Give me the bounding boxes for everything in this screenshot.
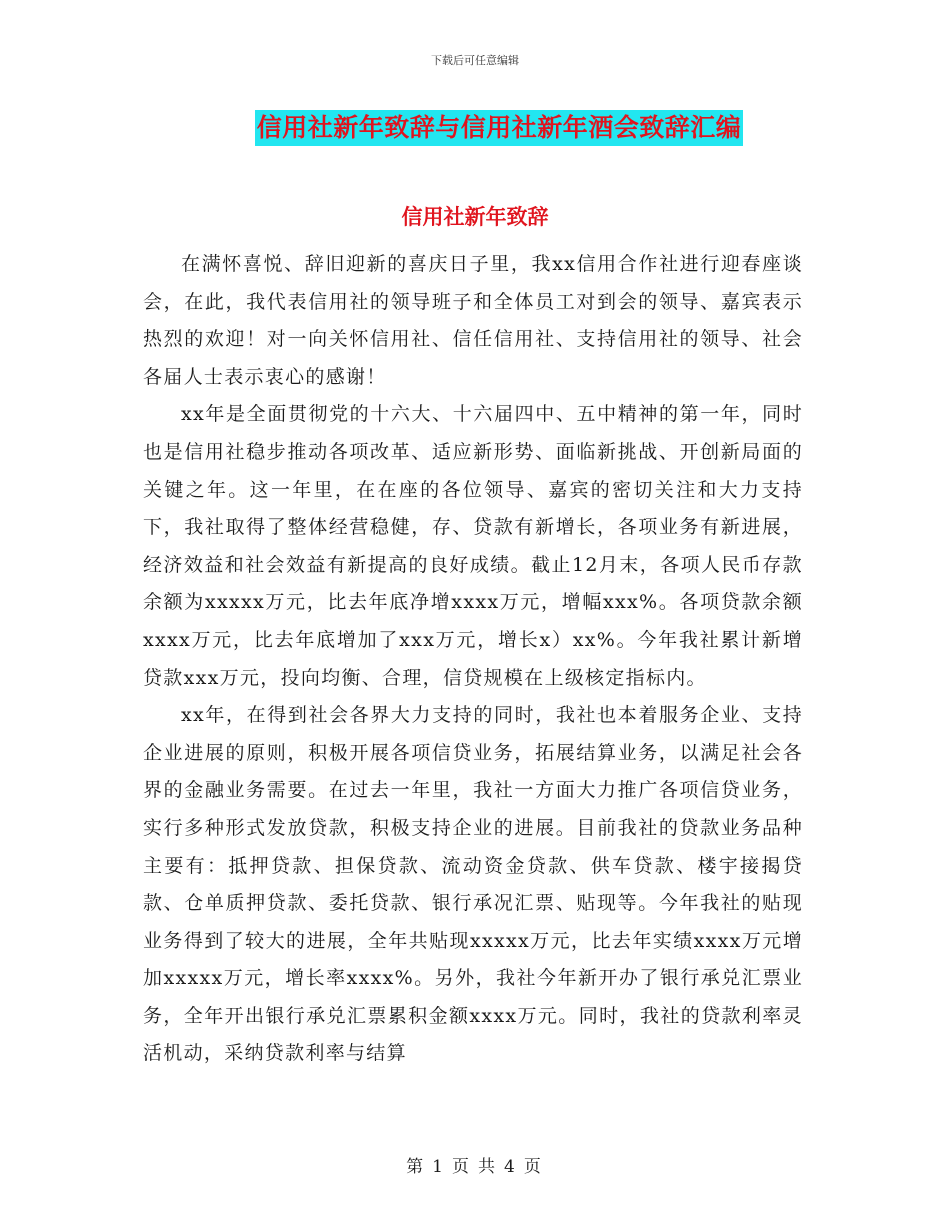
- footer-page-prefix: 第: [406, 1157, 427, 1177]
- document-body: [143, 246, 803, 1073]
- paragraph-3: xx年，在得到社会各界大力支持的同时，我社也本着服务企业、支持企业进展的原则，积极开展各项信贷业务，拓展结算业务，以满足社会各界的金融业务需要。在过去一年里，我社一方面大力推广各项信贷业务，实行多种形式发放贷款，积极支持企业的进展。目前我社的贷款业务品种主要有：抵押贷款、担保贷款、流动资金贷款、供车贷款、楼宇接揭贷款、仓单质押贷款、委托贷款、银行承况汇票、贴现等。今年我社的贴现业务得到了较大的进展，全年共贴现xxxxx万元，比去年实绩xxxx万元增加xxxxx万元，增长率xxxx%。另外，我社今年新开办了银行承兑汇票业务，全年开出银行承兑汇票累积金额xxxx万元。同时，我社的贷款利率灵活机动，采纳贷款利率与结算: [143, 704, 803, 1065]
- footer-page-mid: 页: [452, 1157, 472, 1177]
- total-pages-number: 4: [504, 1157, 518, 1177]
- paragraph-1: 在满怀喜悦、辞旧迎新的喜庆日子里，我xx信用合作社进行迎春座谈会，在此，我代表信用社的领导班子和全体员工对到会的领导、嘉宾表示热烈的欢迎！对一向关怀信用社、信任信用社、支持信用社的领导、社会各届人士表示衷心的感谢！: [143, 253, 803, 388]
- current-page-number: 1: [432, 1157, 446, 1177]
- title-container: [0, 110, 950, 146]
- page-footer: [0, 1152, 950, 1177]
- paragraph-2: xx年是全面贯彻党的十六大、十六届四中、五中精神的第一年，同时也是信用社稳步推动各项改革、适应新形势、面临新挑战、开创新局面的关键之年。这一年里，在在座的各位领导、嘉宾的密切关注和大力支持下，我社取得了整体经营稳健，存、贷款有新增长，各项业务有新进展，经济效益和社会效益有新提高的良好成绩。截止12月末，各项人民币存款余额为xxxxx万元，比去年底净增xxxx万元，增幅xxx%。各项贷款余额xxxx万元，比去年底增加了xxx万元，增长x）xx%。今年我社累计新增贷款xxx万元，投向均衡、合理，信贷规模在上级核定指标内。: [143, 403, 803, 689]
- section-title: 信用社新年致辞: [401, 204, 549, 229]
- footer-page-suffix: 页: [523, 1157, 544, 1177]
- document-title: 信用社新年致辞与信用社新年酒会致辞汇编: [255, 110, 744, 146]
- header-note: 下载后可任意编辑: [431, 54, 519, 67]
- footer-total-prefix: 共: [478, 1157, 498, 1177]
